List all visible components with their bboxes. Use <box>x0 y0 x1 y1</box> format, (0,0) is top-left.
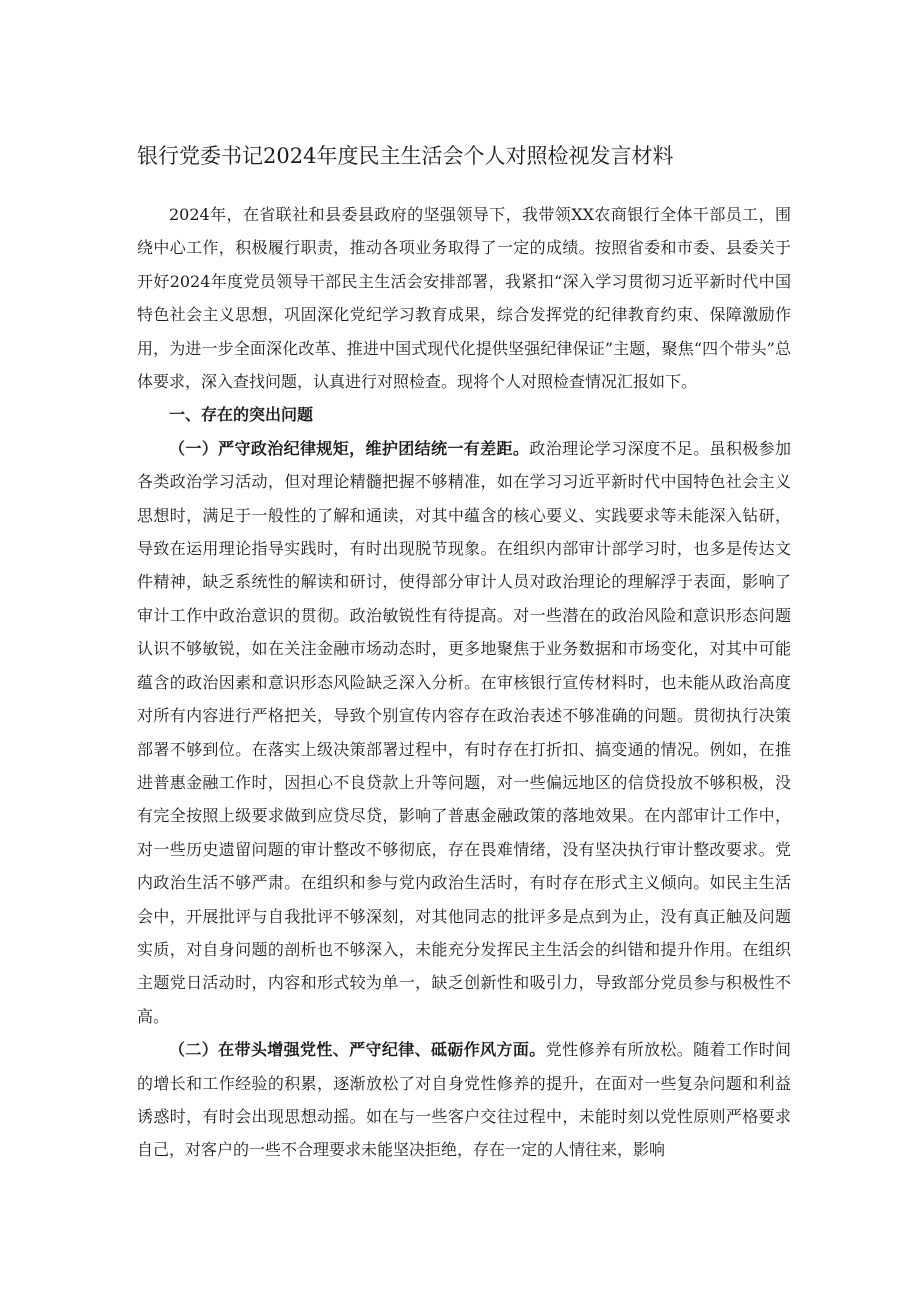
item1-body: 政治理论学习深度不足。虽积极参加各类政治学习活动，但对理论精髓把握不够精准，如在学习习近平新时代中国特色社会主义思想时，满足于一般性的了解和通读，对其中蕴含的核心要义、实践要求等未能深入钻研，导致在运用理论指导实践时，有时出现脱节现象。在组织内部审计部学习时，也多是传达文件精神，缺乏系统性的解读和研讨，使得部分审计人员对政治理论的理解浮于表面，影响了审计工作中政治意识的贯彻。政治敏锐性有待提高。对一些潜在的政治风险和意识形态问题认识不够敏锐，如在关注金融市场动态时，更多地聚焦于业务数据和市场变化，对其中可能蕴含的政治因素和意识形态风险缺乏深入分析。在审核银行宣传材料时，也未能从政治高度对所有内容进行严格把关，导致个别宣传内容存在政治表述不够准确的问题。贯彻执行决策部署不够到位。在落实上级决策部署过程中，有时存在打折扣、搞变通的情况。例如，在推进普惠金融工作时，因担心不良贷款上升等问题，对一些偏远地区的信贷投放不够积极，没有完全按照上级要求做到应贷尽贷，影响了普惠金融政策的落地效果。在内部审计工作中，对一些历史遗留问题的审计整改不够彻底，存在畏难情绪，没有坚决执行审计整改要求。党内政治生活不够严肃。在组织和参与党内政治生活时，有时存在形式主义倾向。如民主生活会中，开展批评与自我批评不够深刻，对其他同志的批评多是点到为止，没有真正触及问题实质，对自身问题的剖析也不够深入，未能充分发挥民主生活会的纠错和提升作用。在组织主题党日活动时，内容和形式较为单一，缺乏创新性和吸引力，导致部分党员参与积极性不高。 <box>137 438 791 1026</box>
item1-paragraph <box>137 432 791 1033</box>
intro-paragraph: 2024年，在省联社和县委县政府的坚强领导下，我带领XX农商银行全体干部员工，围绕中心工作，积极履行职责，推动各项业务取得了一定的成绩。按照省委和市委、县委关于开好2024年度党员领导干部民主生活会安排部署，我紧扣“深入学习贯彻习近平新时代中国特色社会主义思想，巩固深化党纪学习教育成果，综合发挥党的纪律教育约束、保障激励作用，为进一步全面深化改革、推进中国式现代化提供坚强纪律保证”主题，聚焦“四个带头”总体要求，深入查找问题，认真进行对照检查。现将个人对照检查情况汇报如下。 <box>137 205 791 392</box>
item2-paragraph <box>137 1033 791 1167</box>
document-title: 银行党委书记2024年度民主生活会个人对照检视发言材料 <box>137 144 674 168</box>
section-heading-problems: 一、存在的突出问题 <box>169 405 314 425</box>
item1-lead: （一）严守政治纪律规矩，维护团结统一有差距。 <box>169 438 530 458</box>
item2-lead: （二）在带头增强党性、严守纪律、砥砺作风方面。 <box>169 1040 546 1060</box>
item2-body: 党性修养有所放松。随着工作时间的增长和工作经验的积累，逐渐放松了对自身党性修养的提升，在面对一些复杂问题和利益诱惑时，有时会出现思想动摇。如在与一些客户交往过程中，未能时刻以党性原则严格要求自己，对客户的一些不合理要求未能坚决拒绝，存在一定的人情往来，影响 <box>137 1040 791 1160</box>
document-page <box>137 140 791 1167</box>
